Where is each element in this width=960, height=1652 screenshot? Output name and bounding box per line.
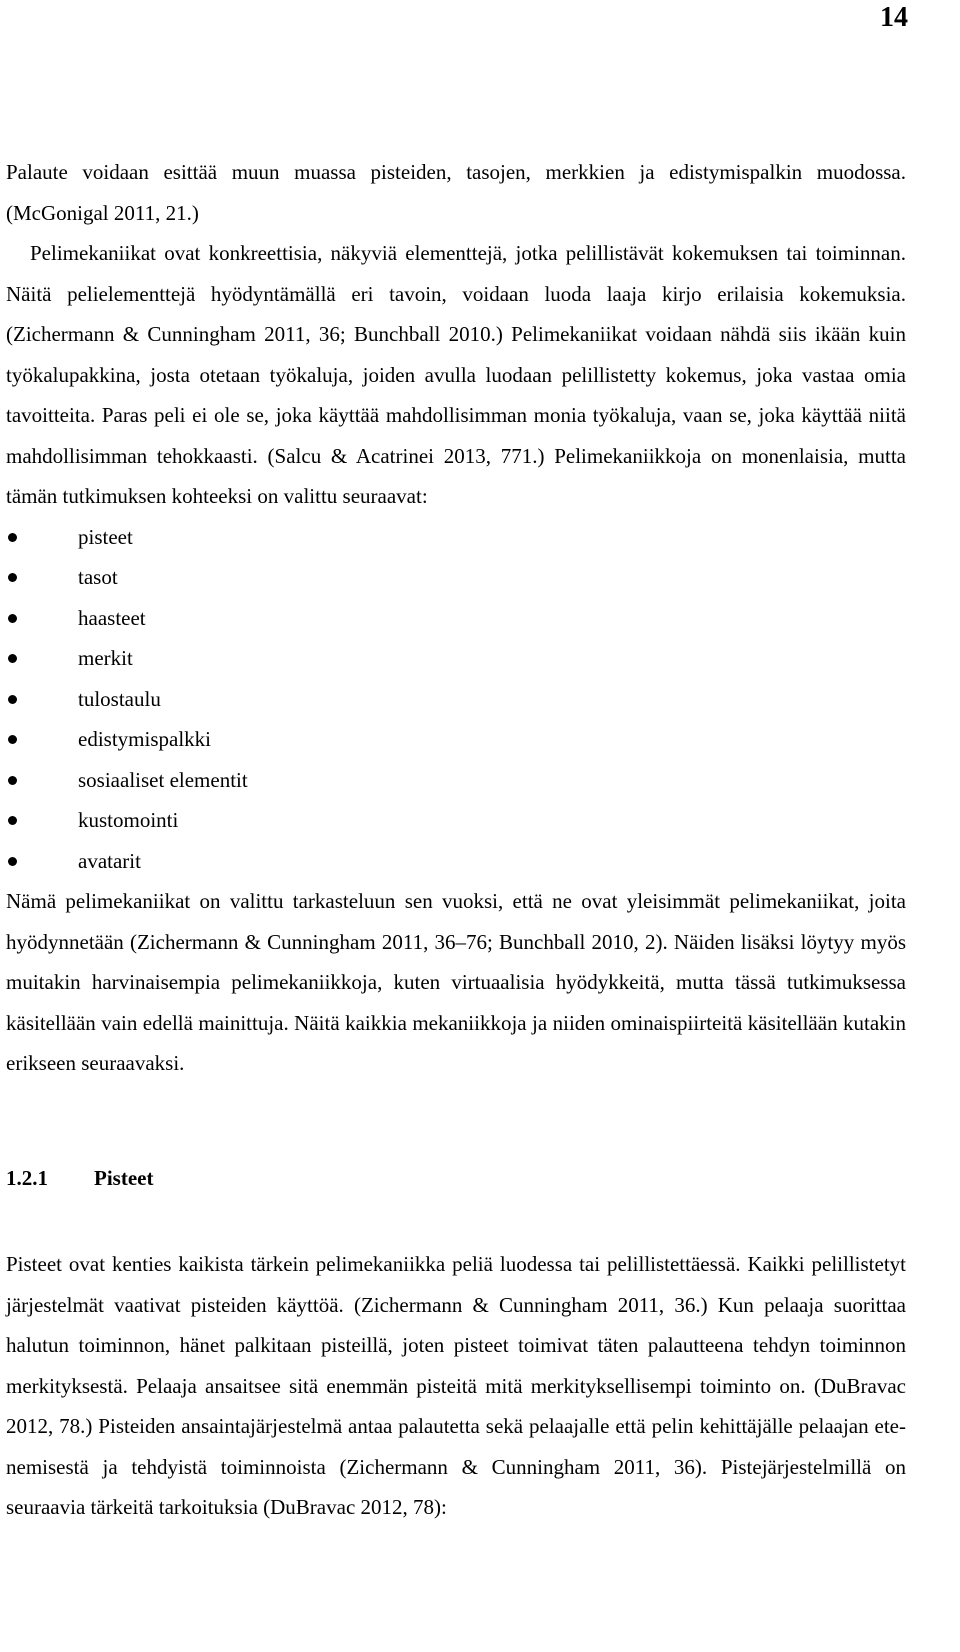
list-item (6, 760, 906, 801)
list-item (6, 841, 906, 882)
bullet-icon (8, 654, 17, 663)
list-item-label: avatarit (78, 848, 141, 873)
bullet-icon (8, 614, 17, 623)
bullet-icon (8, 735, 17, 744)
list-item-label: kustomointi (78, 808, 179, 832)
list-item-label: sosiaaliset elementit (78, 767, 248, 792)
list-item-label: tasot (78, 565, 118, 589)
section-heading (6, 1158, 906, 1199)
list-item (6, 679, 906, 720)
paragraph-game-mechanics: Pelimekaniikat ovat konkreettisia, näkyviä elementtejä, jotka pelillistävät kokemuksen tai toiminnan. Näitä pelielementtejä hyödyntämällä eri tavoin, voidaan luoda laaja kirjo erilaisia kokemuksia. (Zichermann & Cunningham 2011, 36; Bunchball 2010.) Pelimekaniikat voidaan nähdä siis ikään kuin työkalupakkina, josta otetaan työkaluja, joiden avulla luodaan pelillistetty kokemus, joka vastaa omia tavoitteita. Paras peli ei ole se, joka käyttää mahdollisimman monia työkaluja, vaan se, joka käyttää niitä mahdollisimman tehokkaasti. (Salcu & Acatrinei 2013, 771.) Pelimekaniikkoja on monenlaisia, mutta tämän tutkimuksen kohteeksi on valittu seuraavat: (6, 241, 906, 508)
mechanics-list (6, 517, 906, 882)
list-item (6, 598, 906, 639)
list-item (6, 557, 906, 598)
list-item (6, 800, 906, 841)
list-item-label: tulostaulu (78, 686, 161, 711)
paragraph-points: Pisteet ovat kenties kaikista tärkein pelimekaniikka peliä luodessa tai pelillistettäessä. Kaikki pelillistetyt järjestelmät vaativat pisteiden käyttöä. (Zichermann & Cunningham 2011, 36.) Kun pelaaja suorittaa halutun toiminnon, hänet palkitaan pisteillä, joten pisteet toimivat täten palautteena tehdyn toiminnon merkityksestä. Pelaaja ansaitsee sitä enemmän pisteitä mitä merkityksellisempi toiminto on. (DuBravac 2012, 78.) Pisteiden ansaintajärjestelmä antaa palautetta sekä pelaajalle että pelin kehittäjälle pelaajan etenemisestä ja tehdyistä toiminnoista (Zichermann & Cunningham 2011, 36). Pistejärjestelmillä on seuraavia tärkeitä tarkoituksia (DuBravac 2012, 78): (6, 1252, 906, 1519)
bullet-icon (8, 857, 17, 866)
list-item-label: edistymispalkki (78, 727, 211, 751)
bullet-icon (8, 776, 17, 785)
bullet-icon (8, 695, 17, 704)
section-number: 1.2.1 (6, 1165, 48, 1190)
list-item-label: pisteet (78, 524, 133, 549)
page-number: 14 (880, 2, 908, 33)
bullet-icon (8, 816, 17, 825)
paragraph-feedback: Palaute voidaan esittää muun muassa pisteiden, tasojen, merkkien ja edistymispalkin muodossa. (McGonigal 2011, 21.) (6, 160, 906, 225)
list-item (6, 719, 906, 760)
list-item (6, 638, 906, 679)
list-item (6, 517, 906, 558)
bullet-icon (8, 573, 17, 582)
document-body (6, 152, 906, 1528)
bullet-icon (8, 533, 17, 542)
section-title: Pisteet (94, 1165, 154, 1190)
list-item-label: haasteet (78, 605, 146, 630)
paragraph-selection-rationale: Nämä pelimekaniikat on valittu tarkasteluun sen vuoksi, että ne ovat yleisimmät pelimekaniikat, joita hyödynnetään (Zichermann & Cunningham 2011, 36–76; Bunchball 2010, 2). Näiden lisäksi löytyy myös muitakin harvinaisempia pelimekaniikkoja, kuten virtuaalisia hyödykkeitä, mutta tässä tutkimuksessa käsitellään vain edellä mainittuja. Näitä kaikkia mekaniikkoja ja niiden ominaispiirteitä käsitellään kutakin erikseen seuraavaksi. (6, 889, 906, 1075)
list-item-label: merkit (78, 646, 133, 670)
